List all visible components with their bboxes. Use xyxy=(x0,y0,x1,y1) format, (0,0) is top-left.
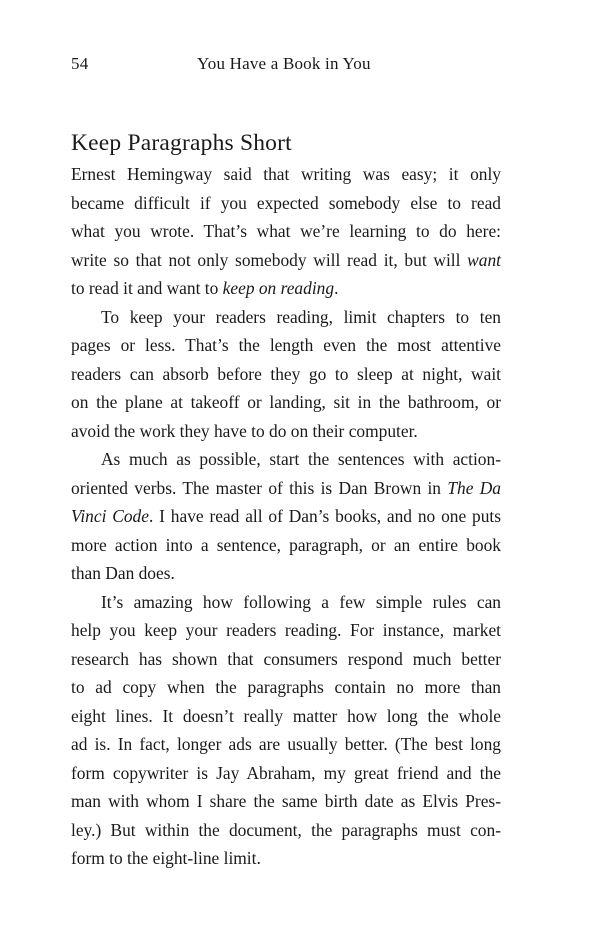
running-head xyxy=(71,54,529,80)
text-line xyxy=(71,673,501,702)
text-run: write so that not only somebody will read it, but will xyxy=(71,249,468,270)
text-line xyxy=(71,559,501,588)
text-run: research has shown that consumers respond much better xyxy=(71,648,501,669)
text-run: to ad copy when the paragraphs contain no more than xyxy=(71,677,501,697)
text-run: help you keep your readers reading. For instance, market xyxy=(71,620,501,640)
text-line xyxy=(71,531,501,560)
text-line xyxy=(71,217,501,246)
text-run: form to the eight-line limit. xyxy=(71,848,261,868)
text-line xyxy=(71,160,501,189)
text-line xyxy=(71,189,501,218)
text-run: what you wrote. That’s what we’re learning to do here: xyxy=(71,221,501,241)
text-run: on the plane at takeoff or landing, sit in the bathroom, or xyxy=(71,392,501,412)
text-run: ley.) But within the document, the paragraphs must con- xyxy=(71,819,501,840)
section-heading: Keep Paragraphs Short xyxy=(71,130,292,156)
text-line xyxy=(71,274,501,303)
text-run: It’s amazing how following a few simple rules can xyxy=(101,591,501,612)
body-text xyxy=(71,160,501,873)
text-line xyxy=(71,474,501,503)
text-run: to read it and want to xyxy=(71,278,223,298)
text-line xyxy=(71,702,501,731)
text-line xyxy=(71,588,501,617)
text-run: readers can absorb before they go to sleep at night, wait xyxy=(71,363,501,384)
text-run: To keep your readers reading, limit chapters to ten xyxy=(101,306,501,327)
text-run: man with whom I share the same birth date as Elvis Pres- xyxy=(71,791,501,811)
paragraph xyxy=(71,588,501,873)
text-line xyxy=(71,360,501,389)
italic-text: Vinci Code xyxy=(71,506,149,526)
text-line xyxy=(71,816,501,845)
paragraph xyxy=(71,445,501,588)
page-number: 54 xyxy=(71,54,89,73)
italic-text: keep on reading xyxy=(222,278,335,298)
text-run: . I have read all of Dan’s books, and no one puts xyxy=(148,506,502,526)
text-run: than Dan does. xyxy=(71,563,175,583)
text-line xyxy=(71,246,501,275)
text-line xyxy=(71,331,501,360)
text-run: form copywriter is Jay Abraham, my great friend and the xyxy=(71,762,501,783)
text-line xyxy=(71,502,501,531)
text-run: oriented verbs. The master of this is Dan Brown in xyxy=(71,477,448,498)
italic-text: The Da xyxy=(447,477,501,498)
text-line xyxy=(71,616,501,645)
text-run: Ernest Hemingway said that writing was easy; it only xyxy=(71,164,501,184)
text-line xyxy=(71,645,501,674)
text-run: pages or less. That’s the length even the most attentive xyxy=(71,335,501,355)
text-run: As much as possible, start the sentences with action- xyxy=(101,449,501,469)
book-title: You Have a Book in You xyxy=(197,54,371,73)
text-line xyxy=(71,787,501,816)
text-run: eight lines. It doesn’t really matter how long the whole xyxy=(71,705,501,726)
text-run: became difficult if you expected somebody else to read xyxy=(71,192,501,213)
text-line xyxy=(71,303,501,332)
text-line xyxy=(71,417,501,446)
text-line xyxy=(71,759,501,788)
text-run: ad is. In fact, longer ads are usually better. (The best long xyxy=(71,734,501,754)
text-line xyxy=(71,445,501,474)
text-line xyxy=(71,388,501,417)
text-line xyxy=(71,844,501,873)
paragraph xyxy=(71,160,501,303)
text-line xyxy=(71,730,501,759)
italic-text: want xyxy=(467,249,501,270)
text-run: . xyxy=(334,278,339,298)
text-run: more action into a sentence, paragraph, or an entire book xyxy=(71,534,501,555)
paragraph xyxy=(71,303,501,446)
text-run: avoid the work they have to do on their computer. xyxy=(71,420,418,441)
